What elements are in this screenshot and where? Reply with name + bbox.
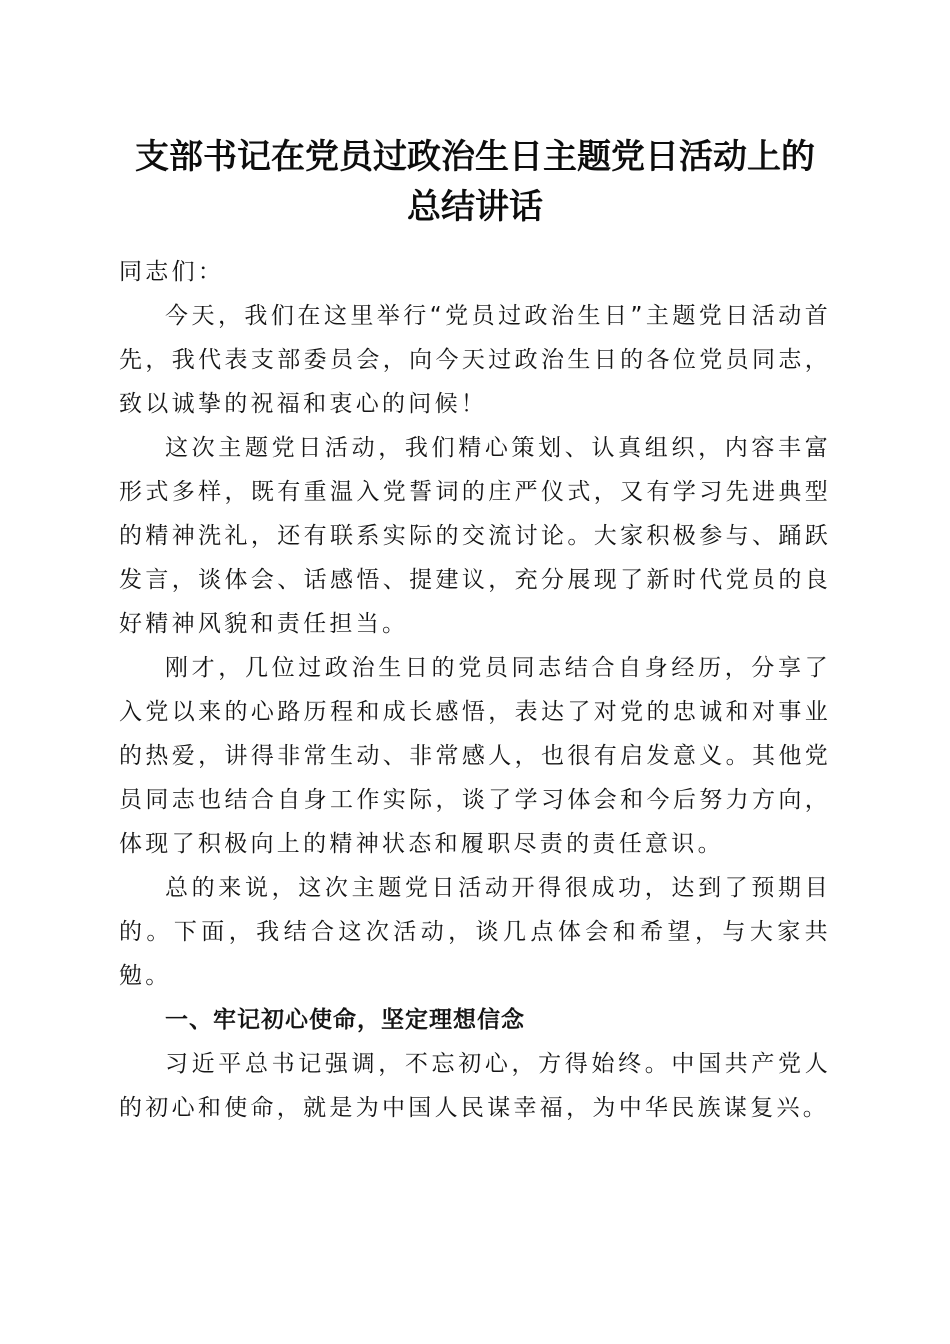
- paragraph-conclusion: 总的来说，这次主题党日活动开得很成功，达到了预期目的。下面，我结合这次活动，谈几点体会和希望，与大家共勉。: [119, 875, 831, 989]
- salutation: 同志们：: [119, 259, 225, 285]
- document-title: [60, 132, 890, 232]
- paragraph-member-sharing: 刚才，几位过政治生日的党员同志结合自身经历，分享了入党以来的心路历程和成长感悟，表达了对党的忠诚和对事业的热爱，讲得非常生动、非常感人，也很有启发意义。其他党员同志也结合自身工作实际，谈了学习体会和今后努力方向，体现了积极向上的精神状态和履职尽责的责任意识。: [119, 655, 831, 857]
- document-body: [119, 250, 831, 1130]
- paragraph-opening: 今天，我们在这里举行“党员过政治生日”主题党日活动首先，我代表支部委员会，向今天过政治生日的各位党员同志，致以诚挚的祝福和衷心的问候！: [119, 303, 831, 417]
- paragraph-activity-summary: 这次主题党日活动，我们精心策划、认真组织，内容丰富形式多样，既有重温入党誓词的庄严仪式，又有学习先进典型的精神洗礼，还有联系实际的交流讨论。大家积极参与、踊跃发言，谈体会、话感悟、提建议，充分展现了新时代党员的良好精神风貌和责任担当。: [119, 435, 831, 637]
- title-line-1: 支部书记在党员过政治生日主题党日活动上的: [135, 137, 815, 177]
- section-heading: 一、牢记初心使命，坚定理想信念: [165, 1007, 525, 1033]
- paragraph-section-one: 习近平总书记强调，不忘初心，方得始终。中国共产党人的初心和使命，就是为中国人民谋幸福，为中华民族谋复兴。: [119, 1051, 831, 1121]
- title-line-2: 总结讲话: [407, 187, 543, 227]
